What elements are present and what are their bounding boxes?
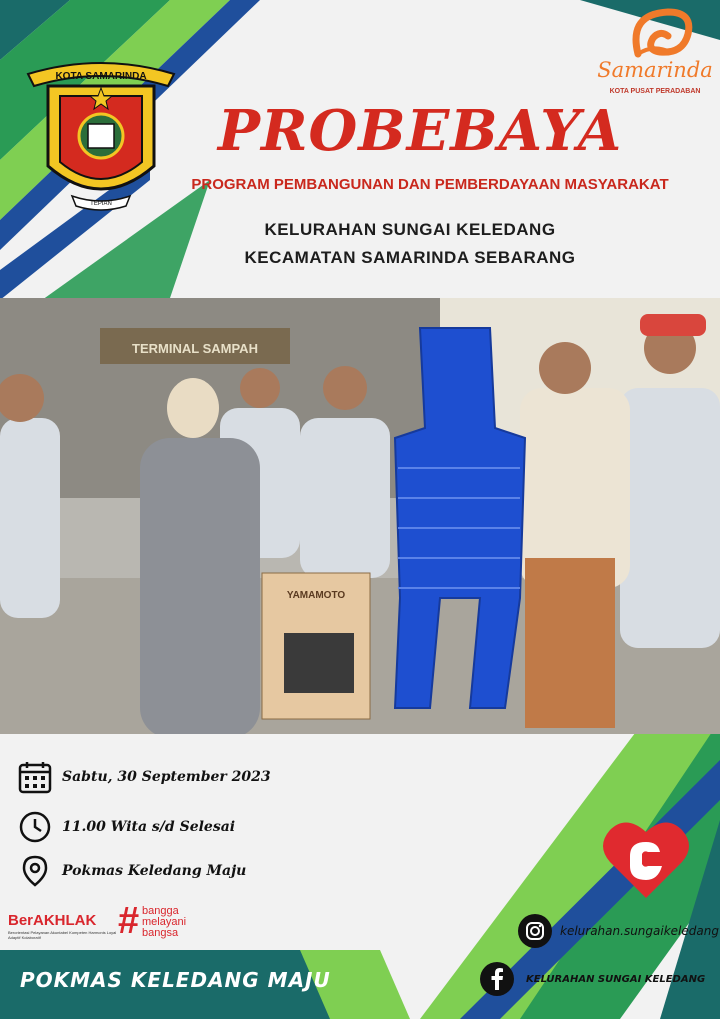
facebook-name: KELURAHAN SUNGAI KELEDANG [526,973,706,985]
bangga-word-2: melayani [142,916,187,928]
photo-sign-text: TERMINAL SAMPAH [132,341,258,356]
event-date-row [18,760,271,794]
heart-logo-icon [600,816,692,902]
instagram-handle: kelurahan.sungaikeledang [560,924,719,938]
brand-name: Samarinda [597,58,713,82]
bangga-melayani-bangsa [142,906,186,939]
page-title: PROBEBAYA [217,98,623,164]
program-subtitle: PROGRAM PEMBANGUNAN DAN PEMBERDAYAAN MASYARAKAT [191,176,669,193]
berakhlak-logo [8,912,118,940]
instagram-icon [518,914,552,948]
facebook-icon [480,962,514,996]
emblem-banner-text: KOTA SAMARINDA [55,71,147,82]
group-photo [0,298,720,734]
facebook-link[interactable] [480,962,705,996]
location-pin-icon [18,854,52,888]
kelurahan-name: KELURAHAN SUNGAI KELEDANG [264,220,556,239]
event-time-row [18,810,235,844]
emblem-ribbon-text: TEPIAN [90,201,112,207]
berakhlak-values: Berorientasi Pelayanan Akuntabel Kompeten Harmonis Loyal Adaptif Kolaboratif [8,930,117,940]
calendar-icon [18,760,52,794]
brand-tagline: KOTA PUSAT PERADABAN [609,88,701,95]
event-place-row [18,854,246,888]
event-place: Pokmas Keledang Maju [62,863,247,879]
kecamatan-name: KECAMATAN SAMARINDA SEBARANG [244,248,576,267]
bangga-word-3: bangsa [142,927,179,939]
clock-icon [18,810,52,844]
hashtag-icon: # [118,900,140,942]
instagram-link[interactable] [518,914,719,948]
footer-title: POKMAS KELEDANG MAJU [20,968,331,992]
berakhlak-title: BerAKHLAK [8,912,97,929]
event-date: Sabtu, 30 September 2023 [62,769,271,785]
bangga-word-1: bangga [142,905,179,917]
photo-box-brand: YAMAMOTO [286,590,346,601]
event-time: 11.00 Wita s/d Selesai [62,819,236,835]
